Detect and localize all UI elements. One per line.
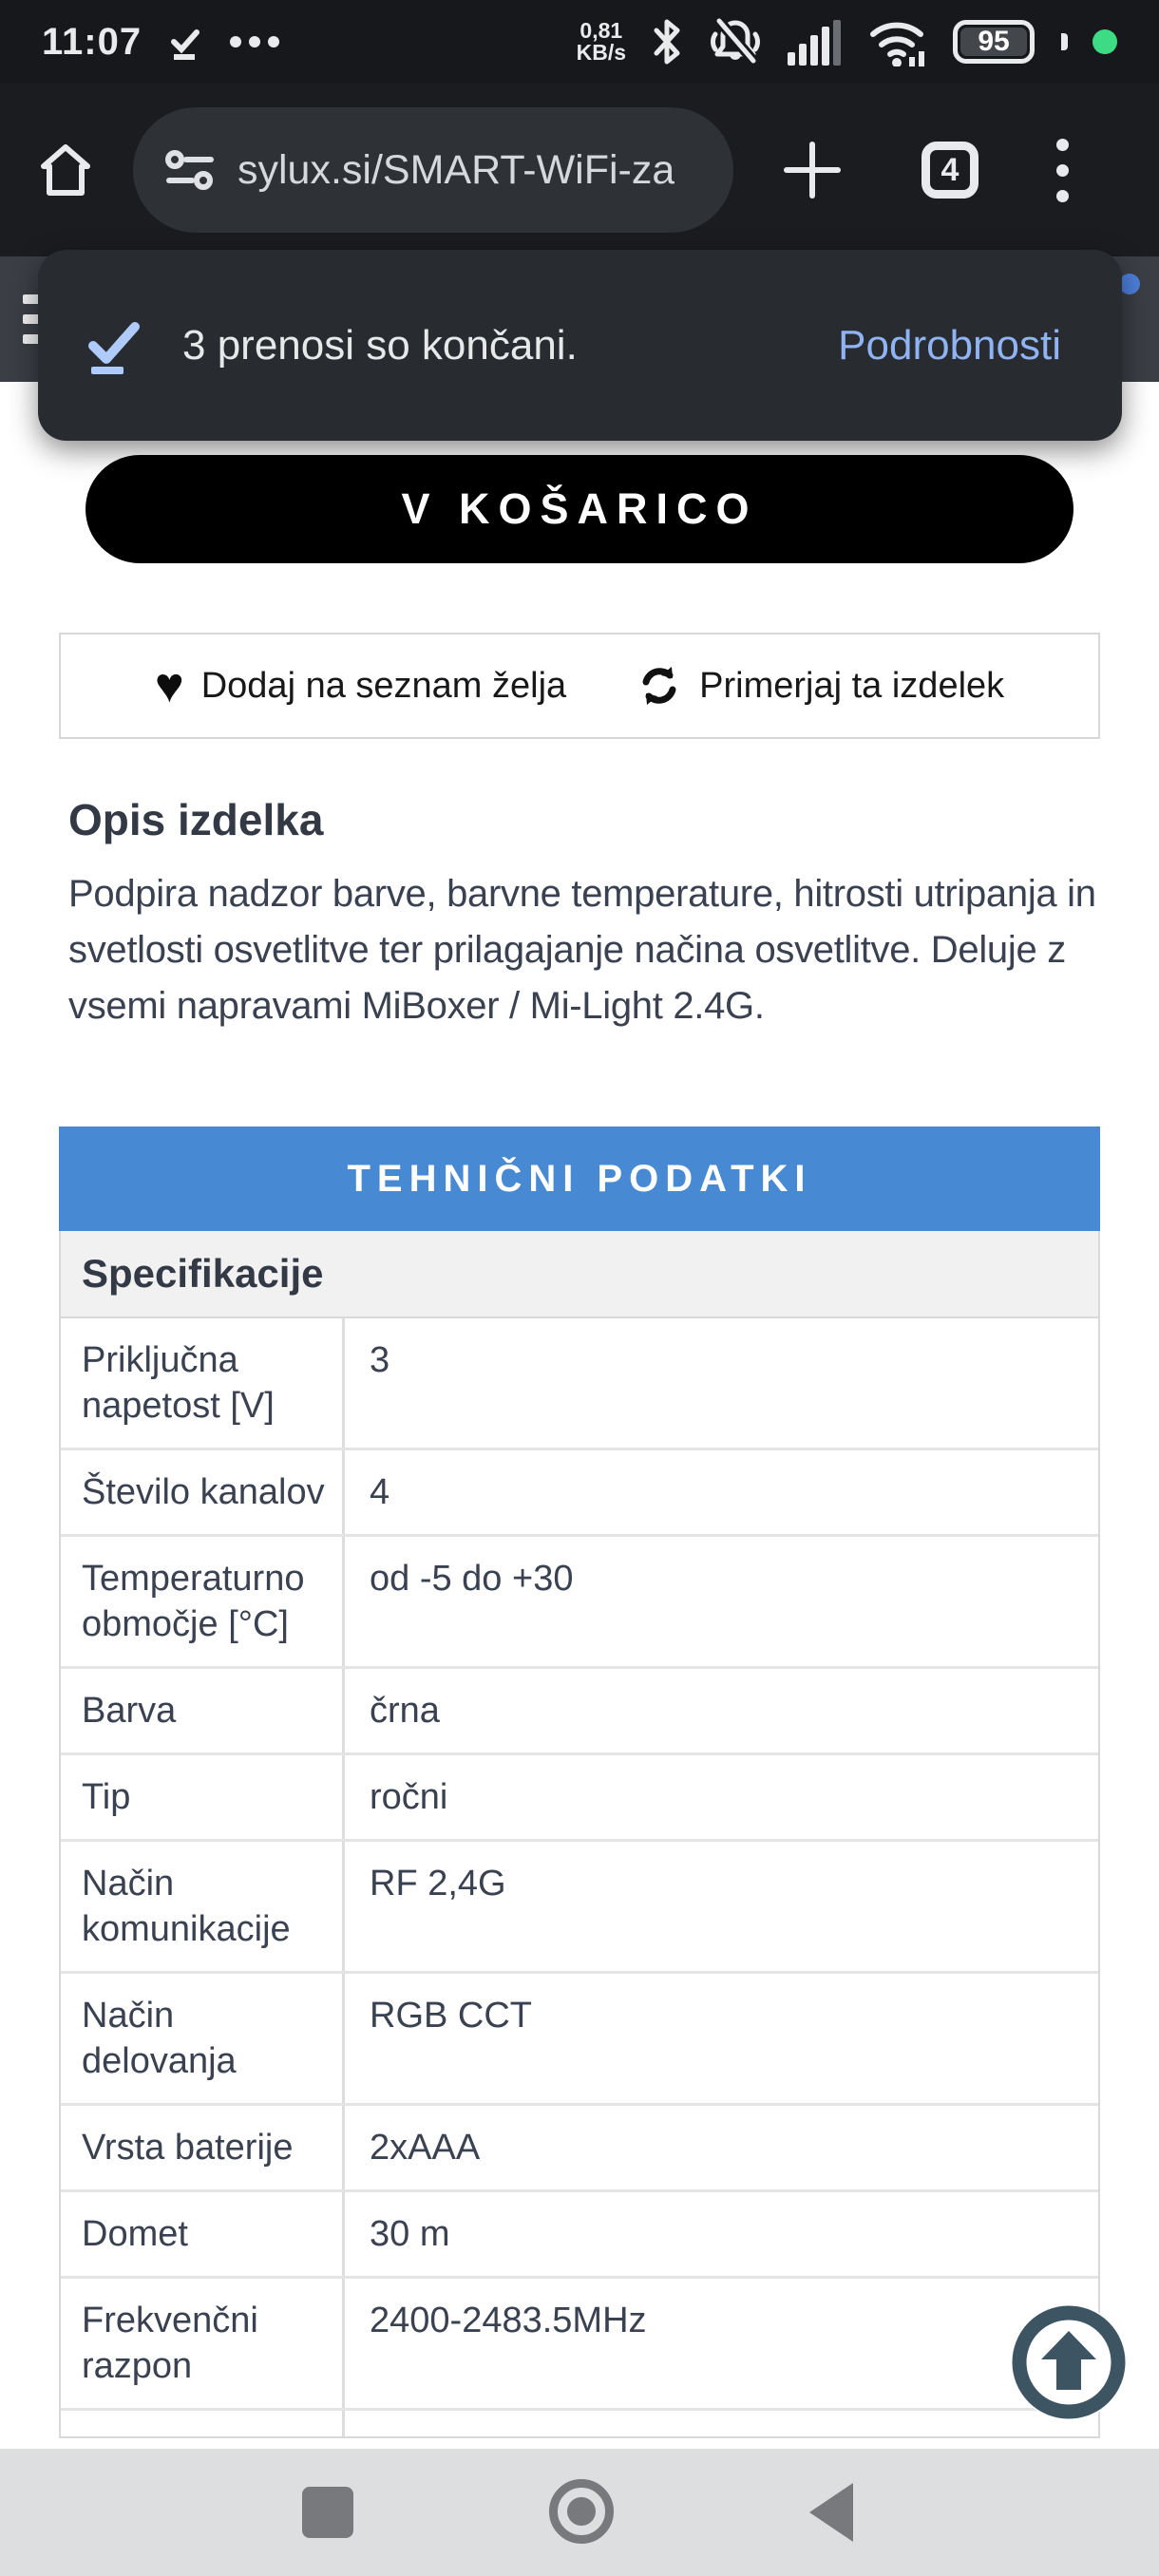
status-bar xyxy=(0,0,1159,84)
table-row: Vrsta baterije 2xAAA xyxy=(61,2103,1098,2189)
table-row: Frekvenčni razpon 2400-2483.5MHz xyxy=(61,2276,1098,2408)
clock: 11:07 xyxy=(42,20,142,63)
table-row-partial xyxy=(61,2408,1098,2436)
heart-icon: ♥ xyxy=(154,658,184,713)
address-bar[interactable] xyxy=(133,107,733,233)
tab-switcher-button[interactable]: 4 xyxy=(922,142,978,199)
spec-table xyxy=(59,1127,1100,2438)
add-to-cart-button[interactable]: V KOŠARICO xyxy=(86,455,1074,563)
compare-icon xyxy=(636,663,682,709)
header-notification-dot xyxy=(1119,274,1140,294)
url-text[interactable]: sylux.si/SMART-WiFi-za xyxy=(238,146,675,193)
signal-strength-icon xyxy=(788,18,845,66)
battery-nub xyxy=(1061,33,1068,50)
product-page xyxy=(0,382,1159,2438)
table-row: Domet 30 m xyxy=(61,2189,1098,2276)
browser-toolbar xyxy=(0,84,1159,256)
android-nav-bar xyxy=(0,2449,1159,2576)
downloads-snackbar xyxy=(38,250,1122,441)
spec-table-header: TEHNIČNI PODATKI xyxy=(59,1127,1100,1231)
table-row: Način komunikacije RF 2,4G xyxy=(61,1839,1098,1971)
add-to-wishlist-link[interactable]: ♥ Dodaj na seznam želja xyxy=(154,658,567,713)
description-title: Opis izdelka xyxy=(68,795,324,844)
new-tab-icon[interactable] xyxy=(783,141,849,199)
spec-rows xyxy=(59,1318,1100,2438)
download-check-icon xyxy=(86,317,141,374)
table-row: Število kanalov 4 xyxy=(61,1448,1098,1534)
site-settings-icon[interactable] xyxy=(165,148,215,192)
table-row: Tip ročni xyxy=(61,1752,1098,1839)
description-text: Podpira nadzor barve, barvne temperature, hitrosti utripanja in svetlosti osvetlitve ter prilagajanje načina osvetlitve. Deluje z vsemi napravami MiBoxer / Mi-Light 2.4G. xyxy=(68,873,1096,1027)
download-done-icon xyxy=(166,23,204,61)
browser-menu-icon[interactable] xyxy=(1056,139,1069,202)
snackbar-details-link[interactable]: Podrobnosti xyxy=(838,321,1061,369)
home-button[interactable] xyxy=(38,142,93,199)
back-button[interactable] xyxy=(809,2483,853,2542)
table-row: Priključna napetost [V] 3 xyxy=(61,1318,1098,1448)
table-row: Barva črna xyxy=(61,1666,1098,1752)
android-home-button[interactable] xyxy=(549,2479,614,2544)
recents-button[interactable] xyxy=(302,2487,353,2538)
arrow-up-icon xyxy=(1011,2304,1127,2420)
table-row: Temperaturno območje [°C] od -5 do +30 xyxy=(61,1534,1098,1666)
battery-indicator: 95 xyxy=(953,20,1035,64)
privacy-indicator-dot xyxy=(1092,29,1117,54)
notifications-off-icon xyxy=(708,17,763,66)
table-row: Način delovanja RGB CCT xyxy=(61,1971,1098,2103)
compare-product-link[interactable]: Primerjaj ta izdelek xyxy=(636,663,1004,709)
snackbar-message: 3 prenosi so končani. xyxy=(182,321,578,369)
scroll-to-top-button[interactable] xyxy=(1011,2304,1127,2420)
overflow-dots-icon xyxy=(229,35,280,48)
wifi-icon xyxy=(869,17,928,66)
network-speed: 0,81 KB/s xyxy=(576,18,626,65)
bluetooth-icon xyxy=(651,17,683,66)
wishlist-compare-bar xyxy=(59,633,1100,739)
spec-section-row: Specifikacije xyxy=(59,1231,1100,1318)
